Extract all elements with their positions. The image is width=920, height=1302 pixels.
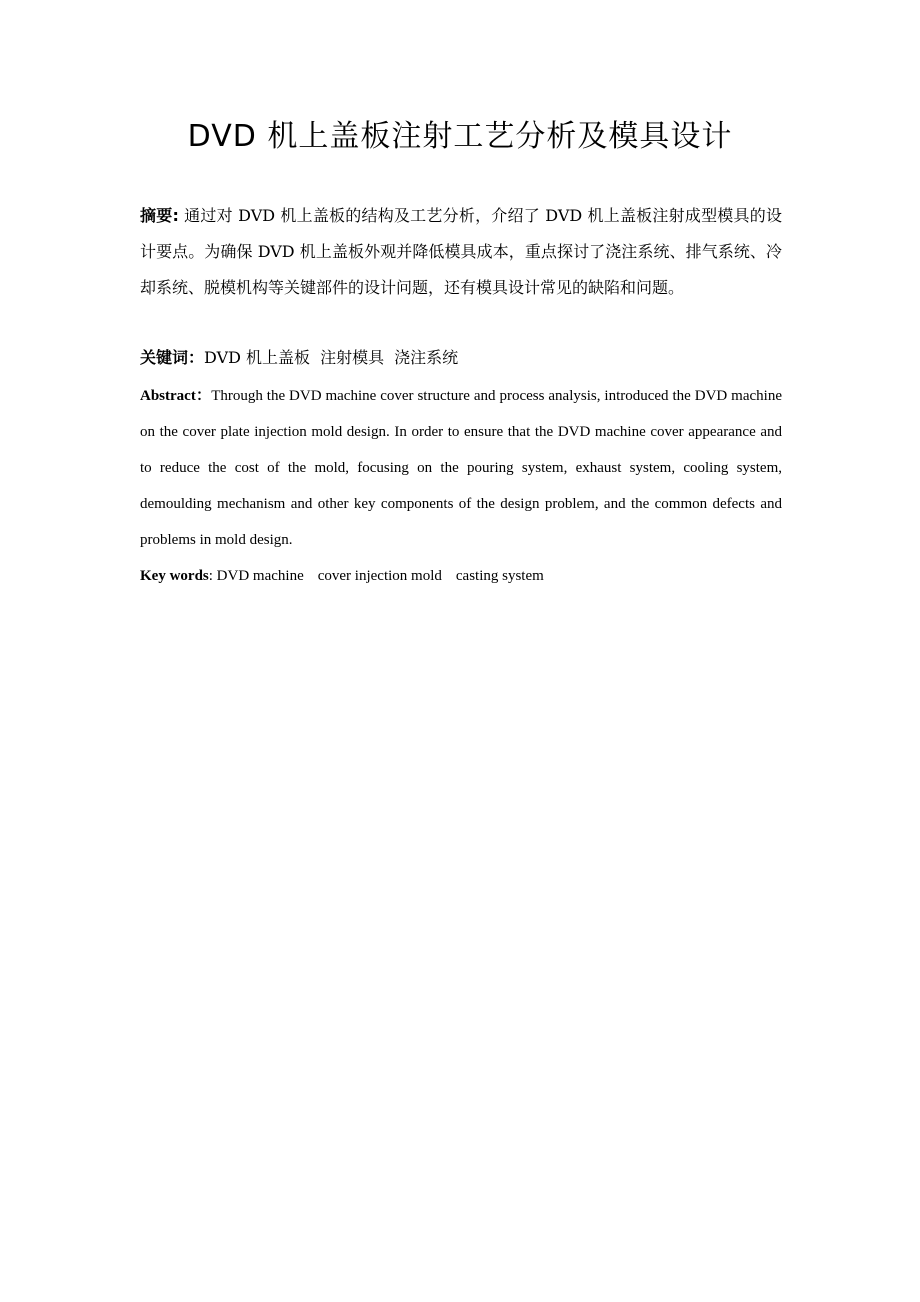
chinese-abstract	[140, 198, 782, 306]
english-keyword-item: DVD machine	[216, 568, 304, 584]
chinese-keywords-separator: ：	[188, 348, 205, 367]
chinese-keyword-item: 浇注系统	[394, 348, 459, 367]
english-abstract-label: Abstract	[140, 388, 196, 404]
english-keyword-item: cover injection mold	[317, 568, 442, 584]
chinese-abstract-separator: :	[172, 206, 179, 225]
chinese-keywords	[140, 340, 782, 376]
page-title: DVD 机上盖板注射工艺分析及模具设计	[187, 119, 733, 154]
english-abstract-text: Through the DVD machine cover structure and process analysis, introduced the DVD machine on the cover plate injection mold design. In order to ensure that the DVD machine cover appearance and to reduce the cost of the mold, focusing on the pouring system, exhaust system, cooling system, demoulding mechanism and other key components of the design problem, and the common defects and problems in mold design.	[140, 388, 782, 548]
chinese-keyword-item: DVD 机上盖板	[204, 348, 311, 367]
chinese-abstract-text: 通过对 DVD 机上盖板的结构及工艺分析，介绍了 DVD 机上盖板注射成型模具的设计要点。为确保 DVD 机上盖板外观并降低模具成本，重点探讨了浇注系统、排气系统、冷却系统、脱模机构等关键部件的设计问题，还有模具设计常见的缺陷和问题。	[140, 206, 782, 297]
chinese-keywords-label: 关键词	[140, 348, 189, 367]
english-keywords-label: Key words	[140, 568, 209, 584]
english-keywords	[140, 558, 782, 594]
english-keywords-separator: :	[208, 568, 217, 584]
chinese-abstract-label: 摘要	[140, 206, 173, 225]
english-keyword-item: casting system	[455, 568, 544, 584]
chinese-keyword-item: 注射模具	[320, 348, 385, 367]
english-abstract-separator: ：	[195, 386, 212, 404]
english-abstract	[140, 377, 782, 558]
